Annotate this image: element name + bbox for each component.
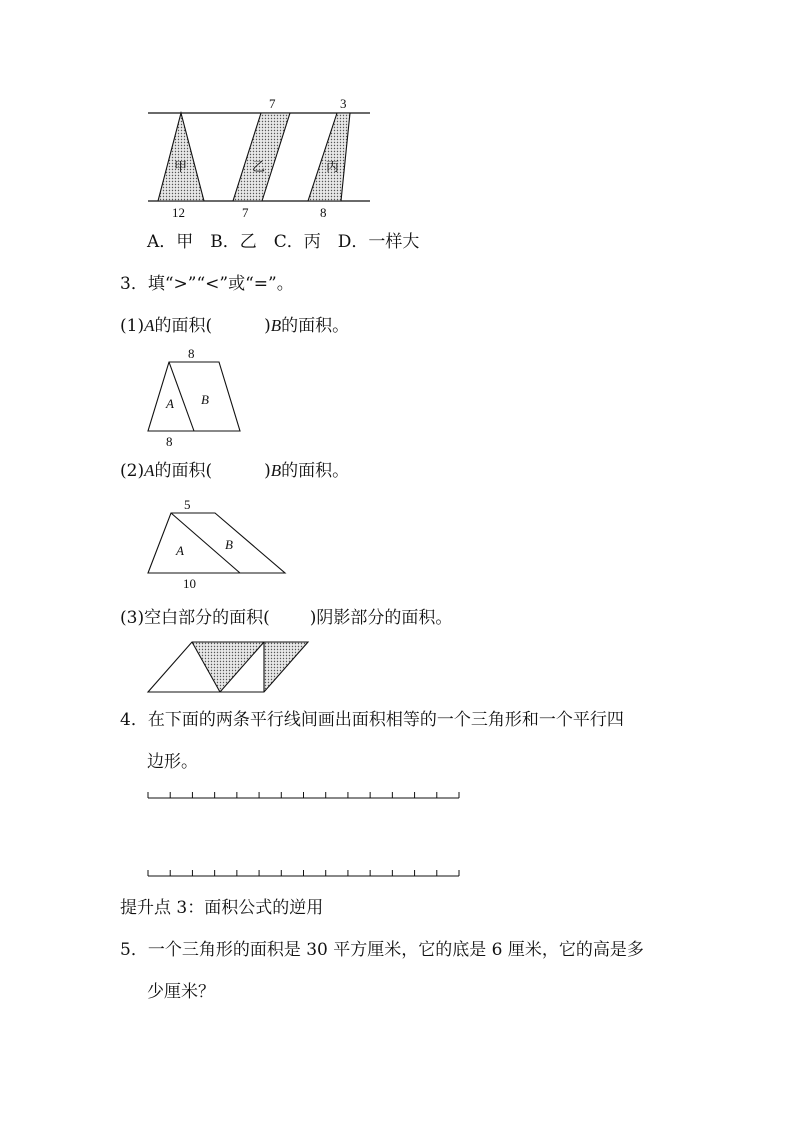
q5-line1: 5．一个三角形的面积是 30 平方厘米，它的底是 6 厘米，它的高是多 (120, 940, 644, 960)
trap2-top-label: 5 (184, 497, 191, 512)
q3-title: 3．填“>”“<”或“=”。 (120, 274, 294, 294)
trap-bottom-label: 8 (166, 434, 173, 449)
q4-line2: 边形。 (147, 752, 198, 772)
q2-options: A．甲 B．乙 C．丙 D．一样大 (147, 232, 420, 252)
trap-label-a: A (166, 396, 174, 411)
q3-p2-b: B (270, 461, 282, 480)
q4-line1: 4．在下面的两条平行线间画出面积相等的一个三角形和一个平行四 (120, 710, 624, 730)
label-bottom-8: 8 (320, 205, 327, 220)
q3-p2-mid: 的面积( (154, 461, 213, 481)
q3-p1-b: B (270, 316, 282, 335)
section-heading: 提升点 3：面积公式的逆用 (120, 898, 324, 918)
q5-line2: 少厘米？ (147, 982, 215, 1002)
label-bing: 丙 (326, 159, 340, 174)
q3-p1-mid: 的面积( (154, 316, 213, 336)
label-top-3: 3 (340, 96, 347, 111)
q3-p2-close: ) (264, 461, 271, 481)
q3-p2-suffix: 的面积。 (281, 461, 350, 481)
q3-p3-text-a: (3)空白部分的面积( (120, 608, 270, 628)
trap2-label-a: A (176, 543, 184, 558)
q3-p2-prefix: (2) (120, 461, 145, 481)
trap2-bottom-label: 10 (183, 576, 196, 591)
label-top-7: 7 (269, 96, 276, 111)
q3-p3-text-b: )阴影部分的面积。 (309, 608, 453, 628)
label-jia: 甲 (174, 159, 188, 174)
q3-p1-suffix: 的面积。 (281, 316, 350, 336)
q3-p1-prefix: (1) (120, 316, 145, 336)
q3-p1-close: ) (264, 316, 271, 336)
trap2-label-b: B (225, 537, 233, 552)
label-yi: 乙 (252, 159, 266, 174)
q3-p2-a: A (144, 461, 155, 480)
trap-label-b: B (201, 392, 209, 407)
trap-top-label: 8 (188, 346, 195, 361)
label-bottom-12: 12 (172, 205, 185, 220)
label-bottom-7: 7 (242, 205, 249, 220)
q3-p1-a: A (144, 316, 155, 335)
